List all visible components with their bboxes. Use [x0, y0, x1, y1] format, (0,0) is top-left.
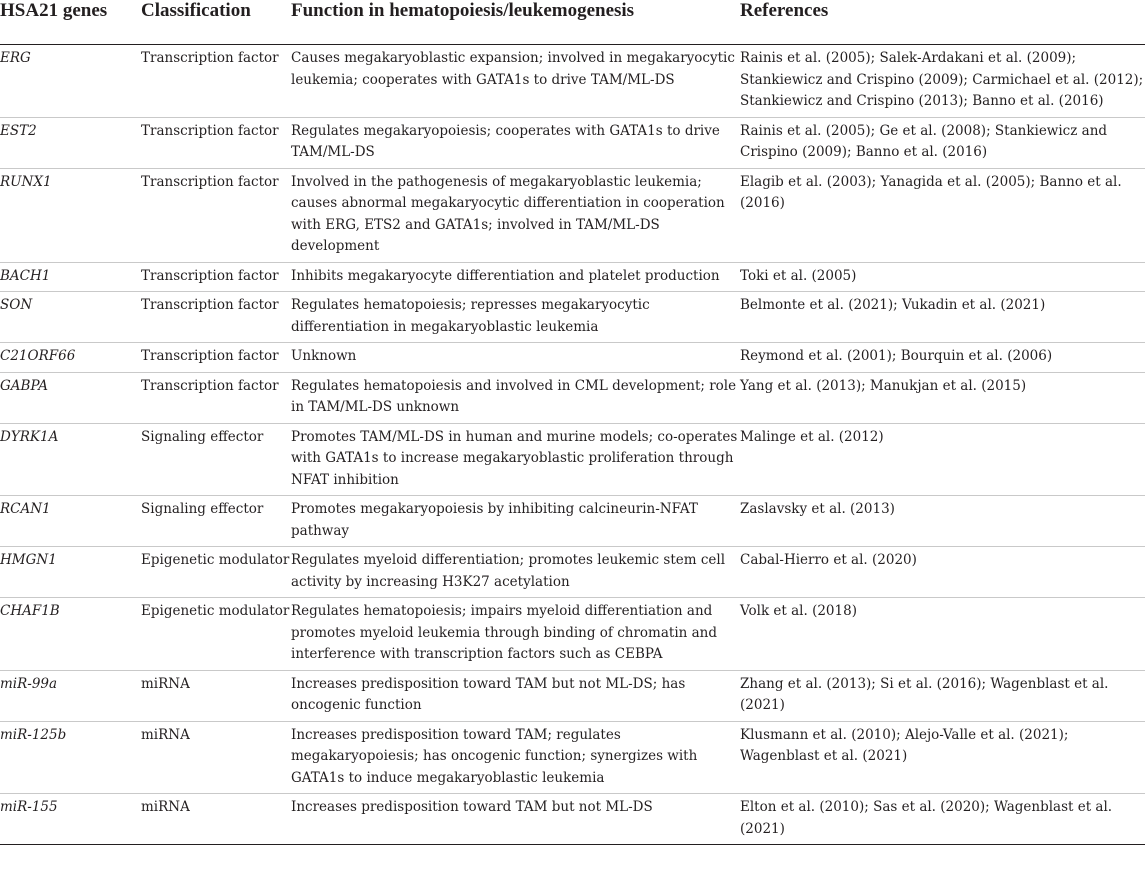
- gene-cell: miR-99a: [0, 670, 141, 721]
- classification-cell: Transcription factor: [141, 292, 291, 343]
- function-cell: Increases predisposition toward TAM; regulates megakaryopoiesis; has oncogenic function; synergizes with GATA1s to induce megakaryoblastic leukemia: [291, 721, 740, 794]
- gene-cell: miR-125b: [0, 721, 141, 794]
- classification-cell: Transcription factor: [141, 117, 291, 168]
- table-row: [0, 496, 1145, 547]
- gene-cell: GABPA: [0, 372, 141, 423]
- classification-cell: Transcription factor: [141, 372, 291, 423]
- references-cell: Zhang et al. (2013); Si et al. (2016); Wagenblast et al. (2021): [740, 670, 1145, 721]
- table-row: [0, 343, 1145, 373]
- function-cell: Regulates myeloid differentiation; promotes leukemic stem cell activity by increasing H3K27 acetylation: [291, 547, 740, 598]
- table-row: [0, 372, 1145, 423]
- function-cell: Regulates megakaryopoiesis; cooperates with GATA1s to drive TAM/ML-DS: [291, 117, 740, 168]
- references-cell: Reymond et al. (2001); Bourquin et al. (2006): [740, 343, 1145, 373]
- function-cell: Causes megakaryoblastic expansion; involved in megakaryocytic leukemia; cooperates with GATA1s to drive TAM/ML-DS: [291, 45, 740, 118]
- function-cell: Promotes TAM/ML-DS in human and murine models; co-operates with GATA1s to increase megakaryoblastic proliferation through NFAT inhibition: [291, 423, 740, 496]
- gene-cell: C21ORF66: [0, 343, 141, 373]
- gene-cell: BACH1: [0, 262, 141, 292]
- table-row: [0, 670, 1145, 721]
- gene-cell: RCAN1: [0, 496, 141, 547]
- references-cell: Elagib et al. (2003); Yanagida et al. (2005); Banno et al. (2016): [740, 168, 1145, 262]
- table-row: [0, 262, 1145, 292]
- function-cell: Regulates hematopoiesis; represses megakaryocytic differentiation in megakaryoblastic leukemia: [291, 292, 740, 343]
- function-cell: Promotes megakaryopoiesis by inhibiting calcineurin-NFAT pathway: [291, 496, 740, 547]
- references-cell: Toki et al. (2005): [740, 262, 1145, 292]
- table-row: [0, 292, 1145, 343]
- gene-cell: miR-155: [0, 794, 141, 845]
- classification-cell: Epigenetic modulator: [141, 547, 291, 598]
- gene-cell: CHAF1B: [0, 598, 141, 671]
- classification-cell: Transcription factor: [141, 168, 291, 262]
- references-cell: Yang et al. (2013); Manukjan et al. (2015): [740, 372, 1145, 423]
- references-cell: Rainis et al. (2005); Ge et al. (2008); Stankiewicz and Crispino (2009); Banno et al. (2016): [740, 117, 1145, 168]
- table-row: [0, 598, 1145, 671]
- gene-cell: RUNX1: [0, 168, 141, 262]
- table-header: [0, 0, 1145, 45]
- gene-cell: EST2: [0, 117, 141, 168]
- header-references: References: [740, 0, 1145, 45]
- gene-cell: ERG: [0, 45, 141, 118]
- classification-cell: Transcription factor: [141, 343, 291, 373]
- classification-cell: Transcription factor: [141, 262, 291, 292]
- table-row: [0, 721, 1145, 794]
- gene-cell: HMGN1: [0, 547, 141, 598]
- references-cell: Belmonte et al. (2021); Vukadin et al. (2021): [740, 292, 1145, 343]
- gene-cell: SON: [0, 292, 141, 343]
- references-cell: Elton et al. (2010); Sas et al. (2020); Wagenblast et al. (2021): [740, 794, 1145, 845]
- classification-cell: Epigenetic modulator: [141, 598, 291, 671]
- table-row: [0, 168, 1145, 262]
- header-classification: Classification: [141, 0, 291, 45]
- table-row: [0, 547, 1145, 598]
- table-row: [0, 794, 1145, 845]
- references-cell: Volk et al. (2018): [740, 598, 1145, 671]
- header-row: [0, 0, 1145, 45]
- table-row: [0, 45, 1145, 118]
- function-cell: Increases predisposition toward TAM but not ML-DS: [291, 794, 740, 845]
- references-cell: Rainis et al. (2005); Salek-Ardakani et al. (2009); Stankiewicz and Crispino (2009); Carmichael et al. (2012); Stankiewicz and Crispino (2013); Banno et al. (2016): [740, 45, 1145, 118]
- function-cell: Increases predisposition toward TAM but not ML-DS; has oncogenic function: [291, 670, 740, 721]
- references-cell: Cabal-Hierro et al. (2020): [740, 547, 1145, 598]
- references-cell: Zaslavsky et al. (2013): [740, 496, 1145, 547]
- function-cell: Regulates hematopoiesis and involved in CML development; role in TAM/ML-DS unknown: [291, 372, 740, 423]
- table-row: [0, 423, 1145, 496]
- function-cell: Regulates hematopoiesis; impairs myeloid differentiation and promotes myeloid leukemia through binding of chromatin and interference with transcription factors such as CEBPA: [291, 598, 740, 671]
- header-genes: HSA21 genes: [0, 0, 141, 45]
- function-cell: Inhibits megakaryocyte differentiation and platelet production: [291, 262, 740, 292]
- table-row: [0, 117, 1145, 168]
- function-cell: Involved in the pathogenesis of megakaryoblastic leukemia; causes abnormal megakaryocytic differentiation in cooperation with ERG, ETS2 and GATA1s; involved in TAM/ML-DS development: [291, 168, 740, 262]
- classification-cell: Signaling effector: [141, 496, 291, 547]
- references-cell: Klusmann et al. (2010); Alejo-Valle et al. (2021); Wagenblast et al. (2021): [740, 721, 1145, 794]
- gene-cell: DYRK1A: [0, 423, 141, 496]
- table-body: [0, 45, 1145, 845]
- classification-cell: Transcription factor: [141, 45, 291, 118]
- classification-cell: Signaling effector: [141, 423, 291, 496]
- classification-cell: miRNA: [141, 794, 291, 845]
- function-cell: Unknown: [291, 343, 740, 373]
- classification-cell: miRNA: [141, 670, 291, 721]
- references-cell: Malinge et al. (2012): [740, 423, 1145, 496]
- classification-cell: miRNA: [141, 721, 291, 794]
- header-function: Function in hematopoiesis/leukemogenesis: [291, 0, 740, 45]
